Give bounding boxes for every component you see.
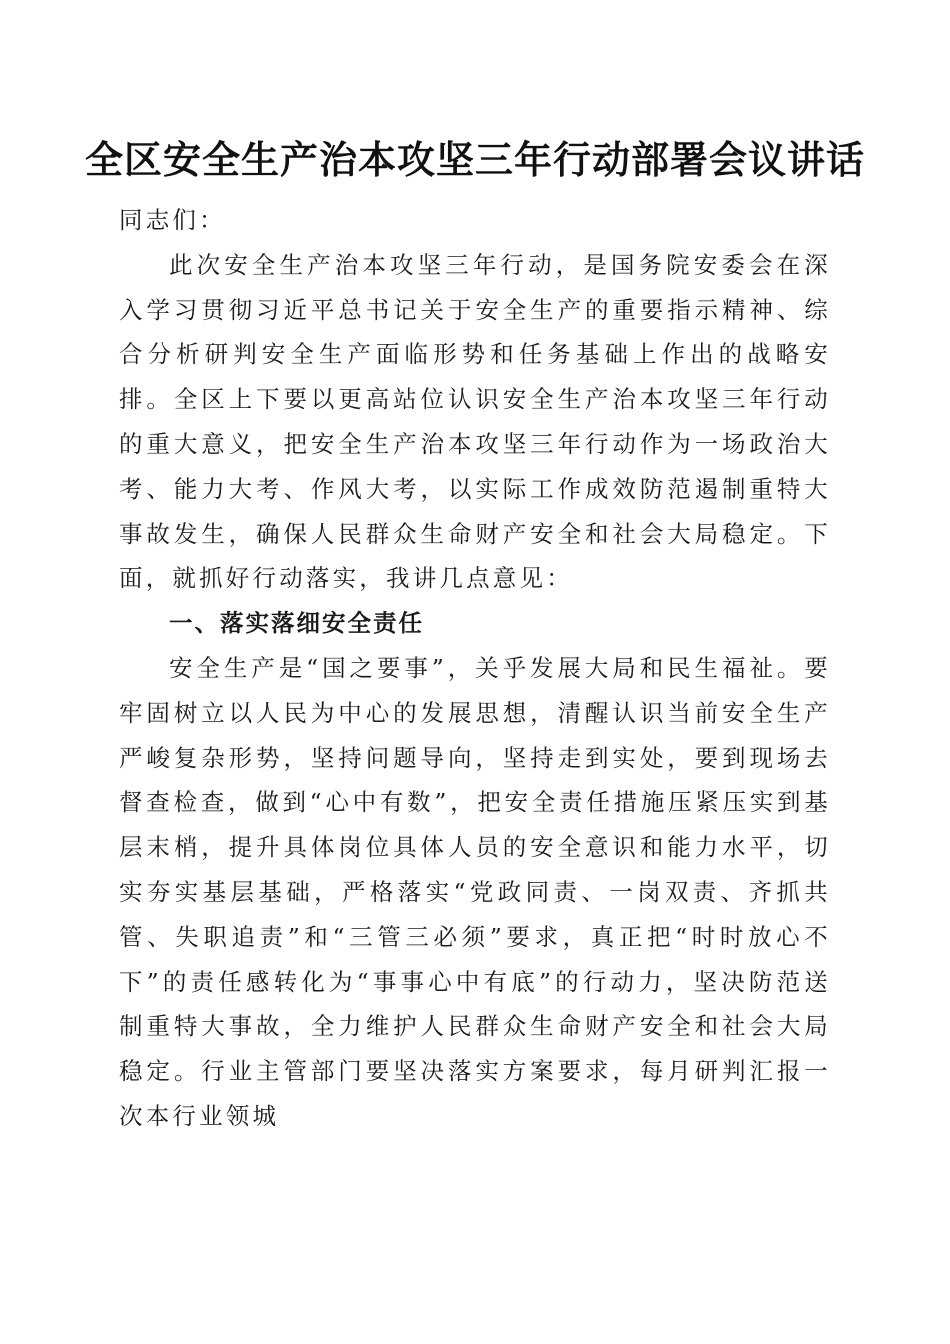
document-title: 全区安全生产治本攻坚三年行动部署会议讲话 bbox=[84, 138, 865, 182]
document-body bbox=[119, 198, 831, 1139]
paragraph-intro: 此次安全生产治本攻坚三年行动，是国务院安委会在深入学习贯彻习近平总书记关于安全生产的重要指示精神、综合分析研判安全生产面临形势和任务基础上作出的战略安排。全区上下要以更高站位认识安全生产治本攻坚三年行动的重大意义，把安全生产治本攻坚三年行动作为一场政治大考、能力大考、作风大考，以实际工作成效防范遏制重特大事故发生，确保人民群众生命财产安全和社会大局稳定。下面，就抓好行动落实，我讲几点意见： bbox=[119, 250, 831, 593]
section-heading-1: 一、落实落细安全责任 bbox=[169, 609, 424, 638]
greeting: 同志们： bbox=[119, 206, 226, 234]
paragraph-section-1: 安全生产是“国之要事”，关乎发展大局和民生福祉。要牢固树立以人民为中心的发展思想，清醒认识当前安全生产严峻复杂形势，坚持问题导向，坚持走到实处，要到现场去督查检查，做到“心中有数”，把安全责任措施压紧压实到基层末梢，提升具体岗位具体人员的安全意识和能力水平，切实夯实基层基础，严格落实“党政同责、一岗双责、齐抓共管、失职追责”和“三管三必须”要求，真正把“时时放心不下”的责任感转化为“事事心中有底”的行动力，坚决防范送制重特大事故，全力维护人民群众生命财产安全和社会大局稳定。行业主管部门要坚决落实方案要求，每月研判汇报一次本行业领城 bbox=[119, 653, 831, 1130]
